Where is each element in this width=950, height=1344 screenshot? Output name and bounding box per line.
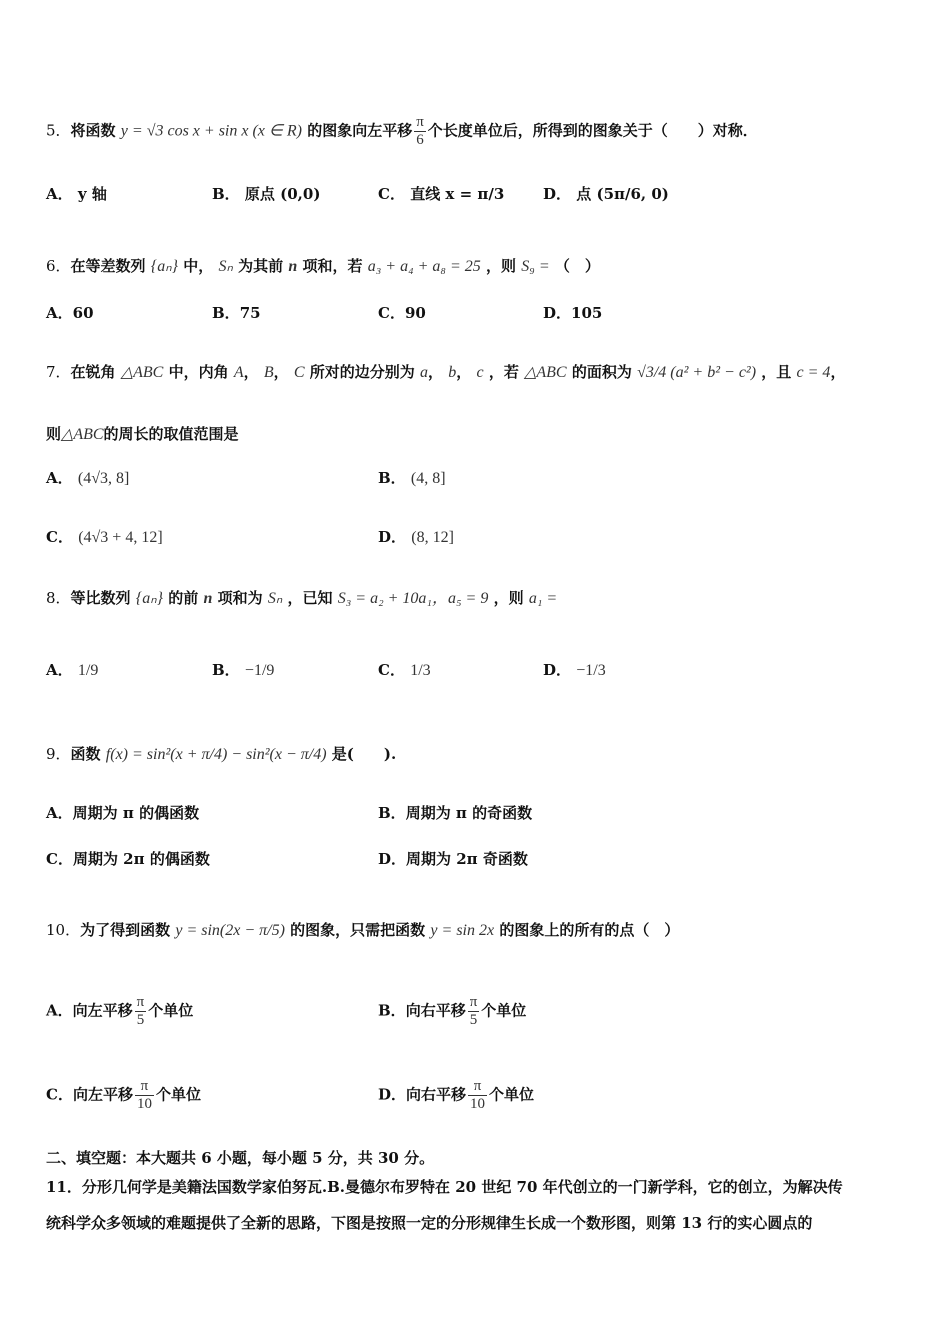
q6-text-d: 项和，若	[302, 257, 363, 275]
q10-text-b: 的图象，只需把函数	[290, 921, 426, 939]
q6-sn: Sₙ	[218, 258, 233, 275]
q7-line2-b: 的周长的取值范围是	[103, 425, 239, 443]
question-11-line-1: 11．分形几何学是美籍法国数学家伯努瓦.B.曼德尔布罗特在 20 世纪 70 年代创立的一门新学科，它的创立，为解决传	[46, 1178, 843, 1196]
q9-option-a[interactable]: A．周期为 π 的偶函数	[46, 804, 200, 822]
q9-option-c[interactable]: C．周期为 2π 的偶函数	[46, 850, 210, 868]
q6-sequence: {aₙ}	[150, 258, 178, 275]
q10-expr1: y = sin(2x − π/5)	[175, 922, 285, 939]
q6-text-e: ，则	[486, 257, 517, 275]
q8-n: n	[203, 590, 213, 607]
q8-text-d: ，已知	[287, 589, 333, 607]
q7-text-a: 在锐角	[70, 363, 116, 381]
q9-number: 9．	[46, 745, 71, 763]
q7-triangle: △ABC	[120, 364, 164, 381]
q8-option-b[interactable]: B． −1/9	[212, 661, 275, 679]
q7-condition: c = 4	[796, 364, 831, 381]
q6-option-a[interactable]: A．60	[46, 304, 94, 322]
question-6	[46, 256, 600, 277]
q7-option-c[interactable]: C． (4√3 + 4, 12]	[46, 528, 163, 546]
q5-text-c: 个长度单位后，所得到的图象关于（ ）对称．	[427, 121, 758, 140]
q7-option-d[interactable]: D． (8, 12]	[378, 528, 454, 546]
q6-option-c[interactable]: C．90	[378, 304, 426, 322]
q10-option-d[interactable]: D．向右平移 $\frac{\pi}{10}$ 个单位	[378, 1078, 535, 1112]
q6-text-b: 中，	[183, 257, 214, 275]
question-10	[46, 920, 679, 941]
q6-option-b[interactable]: B．75	[212, 304, 261, 322]
q10-text-c: 的图象上的所有的点（ ）	[499, 921, 680, 939]
question-7: 7．在锐角 △ABC 中，内角 A， B， C 所对的边分别为 a， b， c ，若 △ABC 的面积为 √3/4 (a² + b² − c²) ，且 c = 4，	[46, 363, 846, 381]
q6-text-a: 在等差数列	[70, 257, 146, 275]
q7-side-c: c	[476, 364, 484, 381]
q10-expr2: y = sin 2x	[430, 922, 495, 939]
q9-option-d[interactable]: D．周期为 2π 奇函数	[378, 850, 528, 868]
q7-angle-c: C	[293, 364, 305, 381]
q9-text-b: 是( ).	[331, 745, 397, 763]
q10-option-c[interactable]: C．向左平移 $\frac{\pi}{10}$ 个单位	[46, 1078, 201, 1112]
question-11-line-2: 统科学众多领域的难题提供了全新的思路，下图是按照一定的分形规律生长成一个数形图，则第 13 行的实心圆点的	[46, 1214, 813, 1232]
section-2-title: 二、填空题：本大题共 6 小题，每小题 5 分，共 30 分。	[46, 1149, 435, 1167]
q8-option-a[interactable]: A． 1/9	[46, 661, 99, 679]
q7-triangle-2: △ABC	[524, 364, 567, 381]
q5-expr: y = √3 cos x + sin x (x ∈ R)	[120, 122, 302, 140]
question-9	[46, 744, 396, 765]
q7-text-f: ，且	[761, 363, 792, 381]
q9-option-b[interactable]: B．周期为 π 的奇函数	[378, 804, 533, 822]
q8-text-a: 等比数列	[70, 589, 131, 607]
question-7-line-2	[46, 424, 239, 445]
q8-text-b: 的前	[168, 589, 199, 607]
q7-line2-a: 则	[46, 425, 62, 443]
q8-ask: a₁ =	[528, 590, 558, 607]
q6-number: 6．	[46, 257, 71, 275]
question-5	[46, 114, 758, 149]
q5-shift-fraction: $\frac{\pi}{6}$	[416, 114, 424, 148]
q5-option-d[interactable]: D． 点 (5π/6, 0)	[543, 185, 669, 203]
q8-number: 8．	[46, 589, 71, 607]
q5-option-c[interactable]: C． 直线 x = π/3	[378, 185, 505, 203]
q8-sequence: {aₙ}	[135, 590, 163, 607]
q6-n: n	[288, 258, 298, 275]
q7-text-c: 所对的边分别为	[309, 363, 415, 381]
q10-number: 10．	[46, 921, 81, 939]
q5-number: 5．	[46, 121, 71, 140]
q7-option-b[interactable]: B． (4, 8]	[378, 469, 446, 487]
q8-option-c[interactable]: C． 1/3	[378, 661, 431, 679]
q7-text-b: 中，内角	[168, 363, 229, 381]
q8-text-e: ，则	[493, 589, 524, 607]
q10-option-b[interactable]: B．向右平移 $\frac{\pi}{5}$ 个单位	[378, 994, 527, 1028]
q9-expr: f(x) = sin²(x + π/4) − sin²(x − π/4)	[105, 746, 327, 763]
q7-option-a[interactable]: A． (4√3, 8]	[46, 469, 130, 487]
q10-text-a: 为了得到函数	[80, 921, 171, 939]
q7-side-b: b	[448, 364, 457, 381]
q7-angle-a: A	[233, 364, 244, 381]
question-8	[46, 588, 557, 609]
q6-text-c: 为其前	[238, 257, 284, 275]
q7-side-a: a	[420, 364, 428, 381]
q7-text-e: 的面积为	[571, 363, 632, 381]
q8-option-d[interactable]: D． −1/3	[543, 661, 606, 679]
q5-option-a[interactable]: A． y 轴	[46, 185, 107, 203]
q7-area-expr: √3/4 (a² + b² − c²)	[637, 364, 757, 381]
q7-text-d: ，若	[488, 363, 519, 381]
q5-text-b: 的图象向左平移	[307, 121, 413, 140]
q6-condition: a₃ + a₄ + a₈ = 25	[367, 258, 481, 275]
q6-text-f: （ ）	[554, 257, 600, 275]
q8-text-c: 项和为	[217, 589, 263, 607]
q7-number: 7．	[46, 363, 71, 381]
q7-triangle-3: △ABC	[61, 426, 104, 443]
q5-option-b[interactable]: B． 原点 (0,0)	[212, 185, 321, 203]
q7-angle-b: B	[263, 364, 274, 381]
q6-option-d[interactable]: D．105	[543, 304, 603, 322]
q6-s9: S₉ =	[521, 258, 550, 275]
q9-text-a: 函数	[70, 745, 101, 763]
q10-option-a[interactable]: A．向左平移 $\frac{\pi}{5}$ 个单位	[46, 994, 194, 1028]
q8-sn: Sₙ	[267, 590, 283, 607]
q8-condition: S₃ = a₂ + 10a₁，a₅ = 9	[337, 590, 489, 607]
q5-text-a: 将函数	[70, 121, 116, 140]
